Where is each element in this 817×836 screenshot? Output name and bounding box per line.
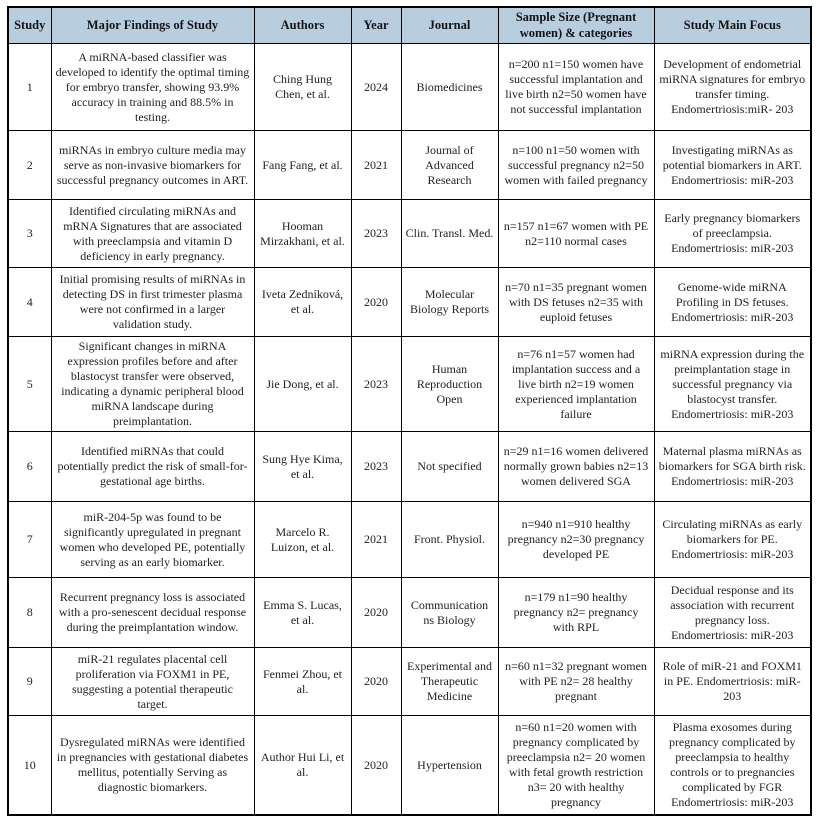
cell-authors: Jie Dong, et al. (254, 337, 351, 432)
cell-study-number: 6 (8, 432, 51, 502)
cell-study-number: 8 (8, 578, 51, 648)
cell-main-focus: Role of miR-21 and FOXM1 in PE. Endomertriosis: miR-203 (654, 648, 811, 716)
cell-sample-size: n=60 n1=20 women with pregnancy complicated by preeclampsia n2= 20 women with fetal growth restriction n3= 20 with healthy pregnancy (498, 716, 654, 815)
cell-authors: Sung Hye Kima, et al. (254, 432, 351, 502)
table-row (8, 268, 811, 337)
table-row (8, 200, 811, 268)
cell-journal: Front. Physiol. (401, 502, 498, 578)
cell-study-number: 5 (8, 337, 51, 432)
cell-main-focus: Early pregnancy biomarkers of preeclampsia. Endomertriosis: miR-203 (654, 200, 811, 268)
cell-main-focus: Development of endometrial miRNA signatures for embryo transfer timing. Endomertriosis:miR- 203 (654, 44, 811, 131)
cell-study-number: 3 (8, 200, 51, 268)
cell-year: 2023 (351, 337, 401, 432)
cell-year: 2021 (351, 502, 401, 578)
table-row (8, 44, 811, 131)
cell-study-number: 2 (8, 131, 51, 200)
cell-sample-size: n=100 n1=50 women with successful pregnancy n2=50 women with failed pregnancy (498, 131, 654, 200)
cell-journal: Clin. Transl. Med. (401, 200, 498, 268)
column-header-main-focus: Study Main Focus (654, 7, 811, 44)
column-header-year: Year (351, 7, 401, 44)
table-row (8, 131, 811, 200)
cell-year: 2020 (351, 716, 401, 815)
cell-journal: Human Reproduction Open (401, 337, 498, 432)
cell-journal: Journal of Advanced Research (401, 131, 498, 200)
cell-main-focus: Maternal plasma miRNAs as biomarkers for SGA birth risk. Endomertriosis: miR-203 (654, 432, 811, 502)
cell-year: 2023 (351, 432, 401, 502)
cell-sample-size: n=200 n1=150 women have successful implantation and live birth n2=50 women have not successful implantation (498, 44, 654, 131)
cell-year: 2020 (351, 268, 401, 337)
cell-findings: Recurrent pregnancy loss is associated with a pro-senescent decidual response during the preimplantation window. (51, 578, 254, 648)
column-header-study: Study (8, 7, 51, 44)
cell-journal: Molecular Biology Reports (401, 268, 498, 337)
cell-authors: Marcelo R. Luizon, et al. (254, 502, 351, 578)
cell-authors: Author Hui Li, et al. (254, 716, 351, 815)
cell-study-number: 10 (8, 716, 51, 815)
cell-authors: Hooman Mirzakhani, et al. (254, 200, 351, 268)
cell-year: 2024 (351, 44, 401, 131)
cell-findings: Dysregulated miRNAs were identified in pregnancies with gestational diabetes mellitus, potentially Serving as diagnostic biomarkers. (51, 716, 254, 815)
cell-authors: Iveta Zedníková, et al. (254, 268, 351, 337)
cell-journal: Not specified (401, 432, 498, 502)
cell-main-focus: Plasma exosomes during pregnancy complicated by preeclampsia to healthy controls or to pregnancies complicated by FGR Endomertriosis: miR-203 (654, 716, 811, 815)
table-row (8, 337, 811, 432)
cell-sample-size: n=76 n1=57 women had implantation success and a live birth n2=19 women experienced implantation failure (498, 337, 654, 432)
cell-authors: Fang Fang, et al. (254, 131, 351, 200)
cell-journal: Biomedicines (401, 44, 498, 131)
table-row (8, 578, 811, 648)
cell-main-focus: Genome-wide miRNA Profiling in DS fetuses. Endomertriosis: miR-203 (654, 268, 811, 337)
cell-authors: Emma S. Lucas, et al. (254, 578, 351, 648)
cell-year: 2020 (351, 648, 401, 716)
cell-findings: miR-204-5p was found to be significantly upregulated in pregnant women who developed PE, potentially serving as an early biomarker. (51, 502, 254, 578)
cell-sample-size: n=157 n1=67 women with PE n2=110 normal cases (498, 200, 654, 268)
cell-findings: Identified circulating miRNAs and mRNA Signatures that are associated with preeclampsia and vitamin D deficiency in early pregnancy. (51, 200, 254, 268)
cell-findings: A miRNA-based classifier was developed to identify the optimal timing for embryo transfer, showing 93.9% accuracy in training and 88.5% in testing. (51, 44, 254, 131)
cell-sample-size: n=179 n1=90 healthy pregnancy n2= pregnancy with RPL (498, 578, 654, 648)
cell-study-number: 1 (8, 44, 51, 131)
cell-journal: Hypertension (401, 716, 498, 815)
header-row (8, 7, 811, 44)
table-row (8, 716, 811, 815)
cell-sample-size: n=940 n1=910 healthy pregnancy n2=30 pregnancy developed PE (498, 502, 654, 578)
cell-main-focus: miRNA expression during the preimplantation stage in successful pregnancy via blastocyst transfer. Endomertriosis: miR-203 (654, 337, 811, 432)
cell-journal: Experimental and Therapeutic Medicine (401, 648, 498, 716)
cell-authors: Ching Hung Chen, et al. (254, 44, 351, 131)
cell-findings: miR-21 regulates placental cell proliferation via FOXM1 in PE, suggesting a potential therapeutic target. (51, 648, 254, 716)
cell-main-focus: Circulating miRNAs as early biomarkers for PE. Endomertriosis: miR-203 (654, 502, 811, 578)
cell-journal: Communication ns Biology (401, 578, 498, 648)
column-header-findings: Major Findings of Study (51, 7, 254, 44)
column-header-journal: Journal (401, 7, 498, 44)
cell-findings: Identified miRNAs that could potentially predict the risk of small-for-gestational age births. (51, 432, 254, 502)
cell-findings: Significant changes in miRNA expression profiles before and after blastocyst transfer were observed, indicating a dynamic peripheral blood miRNA landscape during preimplantation. (51, 337, 254, 432)
column-header-authors: Authors (254, 7, 351, 44)
table-row (8, 432, 811, 502)
cell-main-focus: Investigating miRNAs as potential biomarkers in ART. Endomertriosis: miR-203 (654, 131, 811, 200)
cell-year: 2021 (351, 131, 401, 200)
column-header-sample-size: Sample Size (Pregnant women) & categories (498, 7, 654, 44)
cell-study-number: 9 (8, 648, 51, 716)
cell-year: 2020 (351, 578, 401, 648)
table-row (8, 502, 811, 578)
cell-main-focus: Decidual response and its association with recurrent pregnancy loss. Endomertriosis: miR-203 (654, 578, 811, 648)
table-row (8, 648, 811, 716)
cell-study-number: 4 (8, 268, 51, 337)
cell-findings: Initial promising results of miRNAs in detecting DS in first trimester plasma were not confirmed in a larger validation study. (51, 268, 254, 337)
cell-sample-size: n=70 n1=35 pregnant women with DS fetuses n2=35 with euploid fetuses (498, 268, 654, 337)
cell-study-number: 7 (8, 502, 51, 578)
cell-year: 2023 (351, 200, 401, 268)
cell-findings: miRNAs in embryo culture media may serve as non-invasive biomarkers for successful pregnancy outcomes in ART. (51, 131, 254, 200)
cell-sample-size: n=60 n1=32 pregnant women with PE n2= 28 healthy pregnant (498, 648, 654, 716)
cell-sample-size: n=29 n1=16 women delivered normally grown babies n2=13 women delivered SGA (498, 432, 654, 502)
studies-table (7, 6, 812, 816)
cell-authors: Fenmei Zhou, et al. (254, 648, 351, 716)
